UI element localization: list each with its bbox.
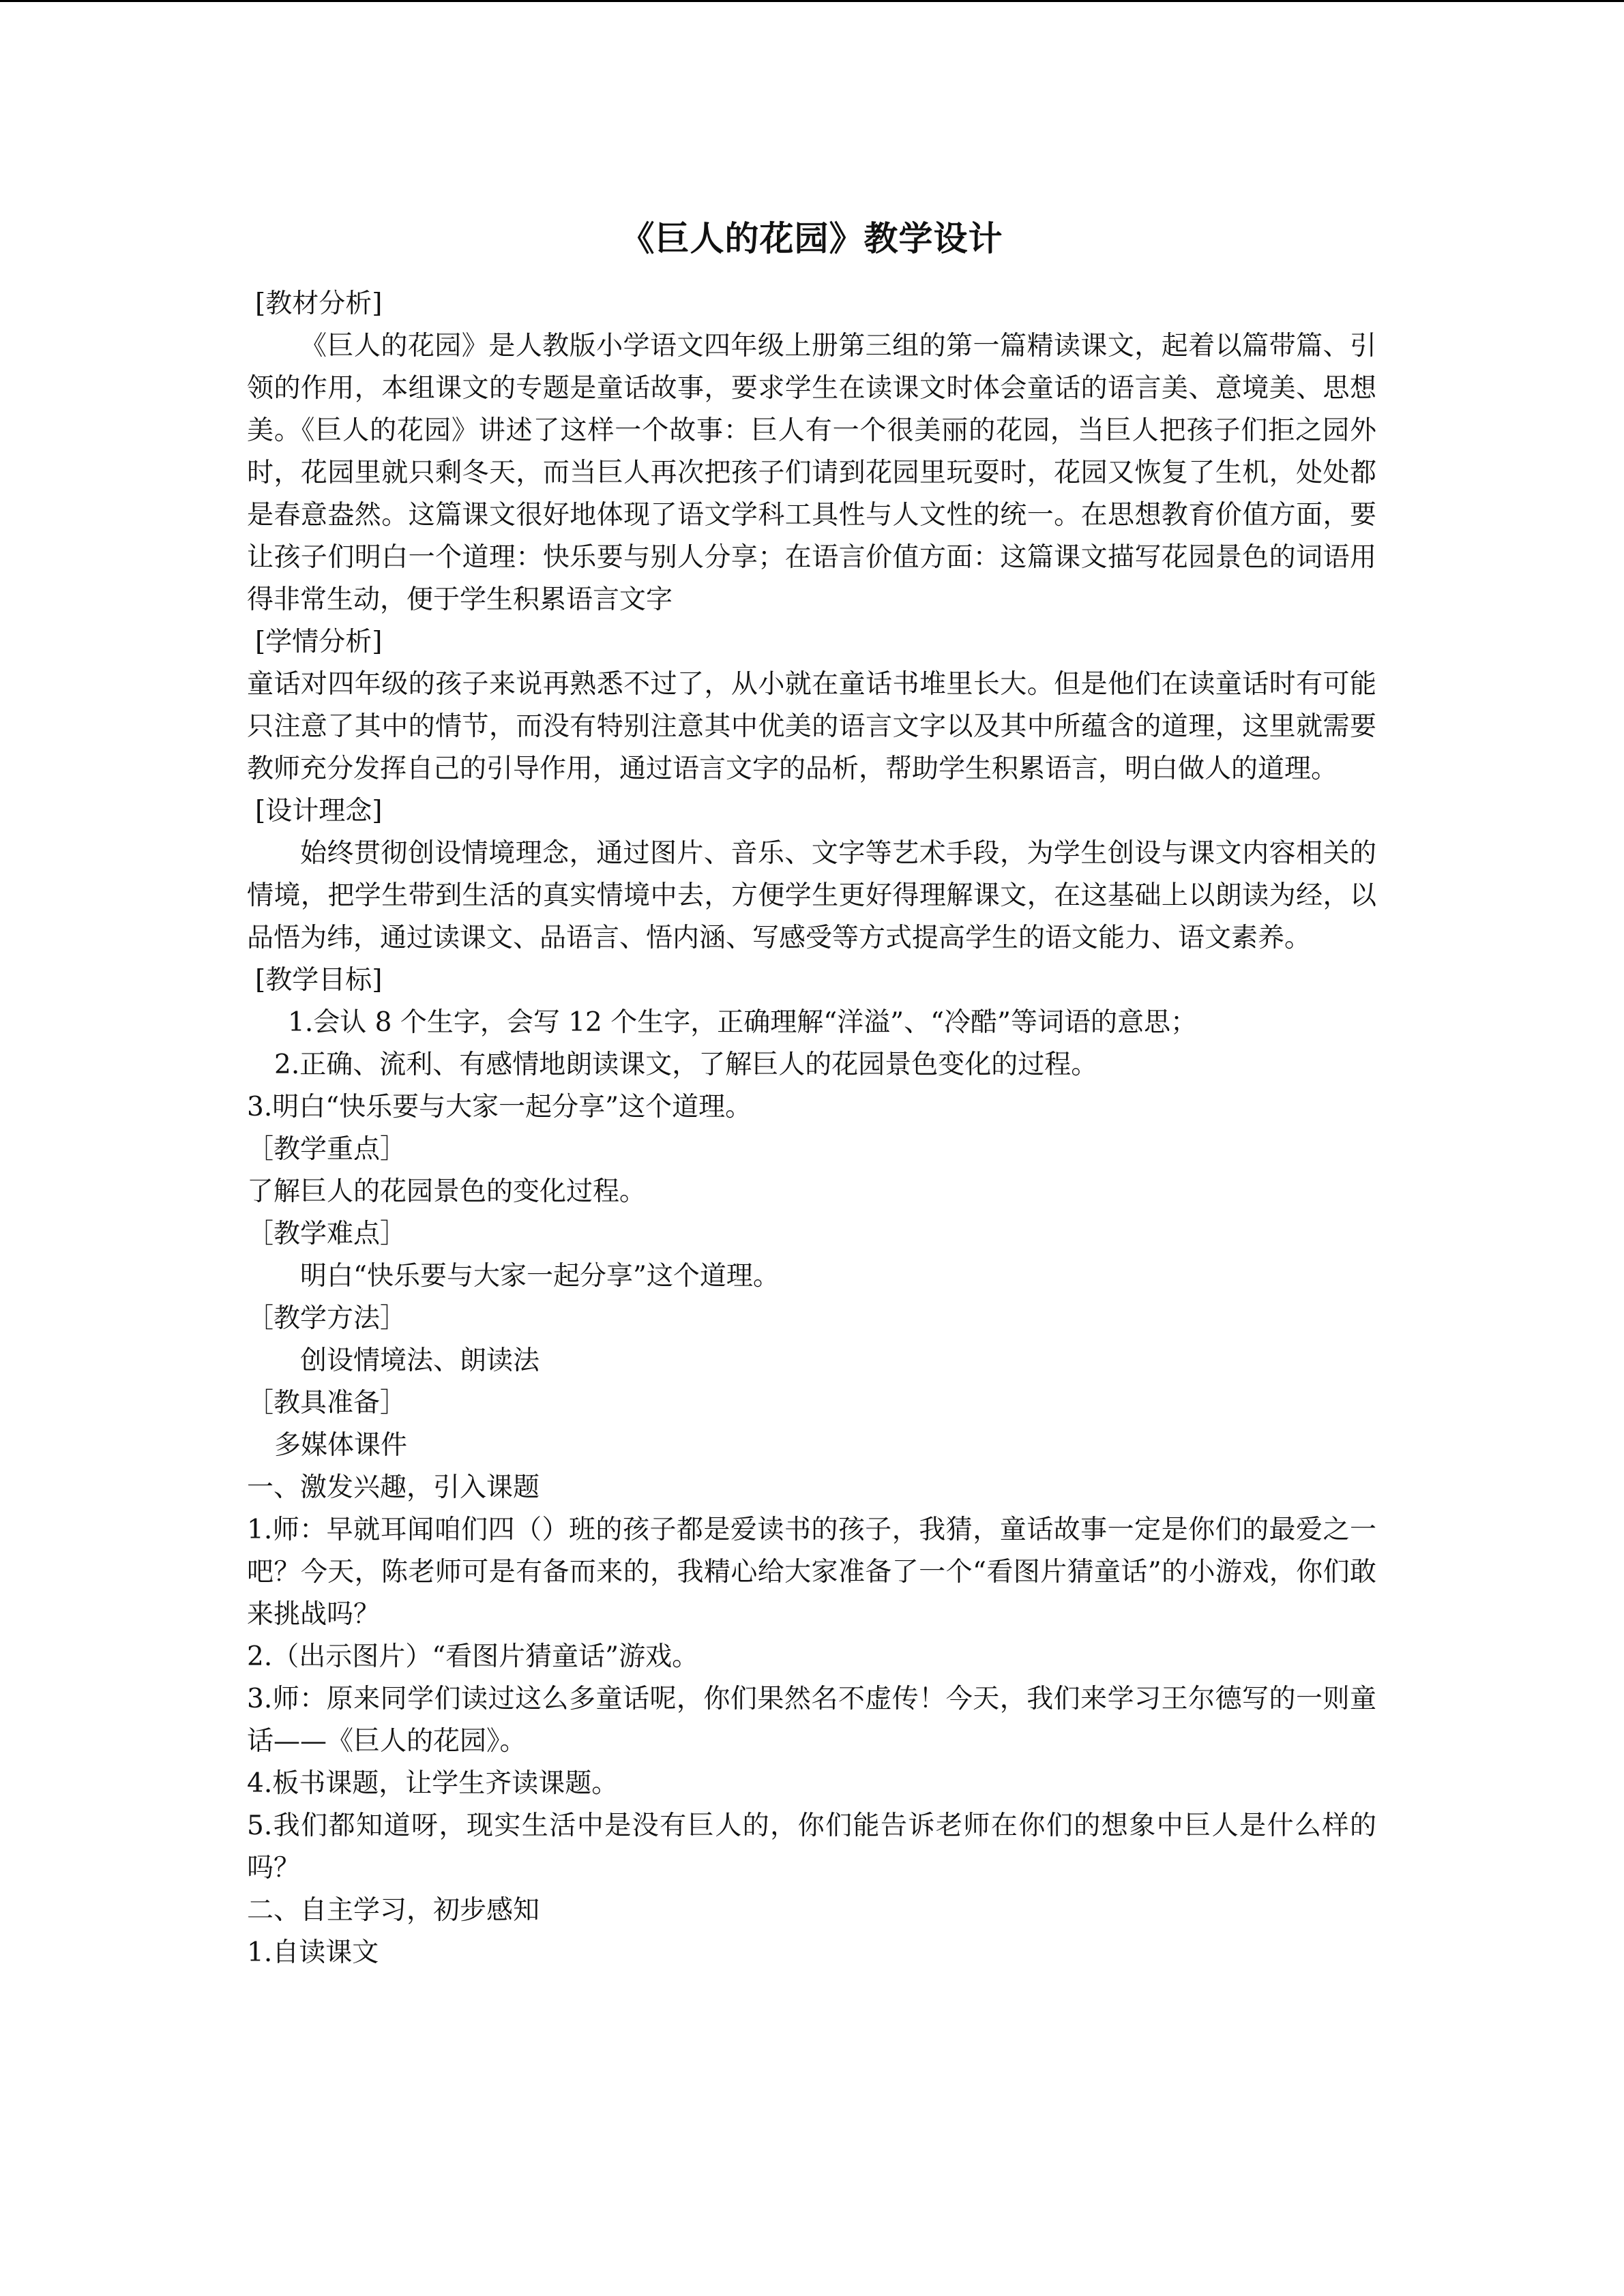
paragraph-tools: 多媒体课件 bbox=[274, 1430, 408, 1461]
process-step-2-1: 1.自读课文 bbox=[247, 1937, 379, 1968]
paragraph-key: 了解巨人的花园景色的变化过程。 bbox=[247, 1176, 647, 1207]
section-heading-key: ［教学重点］ bbox=[247, 1134, 407, 1165]
document-title: 《巨人的花园》教学设计 bbox=[620, 219, 1003, 258]
goal-item-2: 2.正确、流利、有感情地朗读课文，了解巨人的花园景色变化的过程。 bbox=[274, 1049, 1098, 1080]
section-heading-difficulty: ［教学难点］ bbox=[247, 1219, 407, 1249]
goal-item-3: 3.明白“快乐要与大家一起分享”这个道理。 bbox=[247, 1092, 752, 1122]
paragraph-students: 童话对四年级的孩子来说再熟悉不过了，从小就在童话书堆里长大。但是他们在读童话时有可能只注意了其中的情节，而没有特别注意其中优美的语言文字以及其中所蕴含的道理，这里就需要教师充分发挥自己的引导作用，通过语言文字的品析，帮助学生积累语言，明白做人的道理。 bbox=[247, 669, 1376, 784]
section-heading-method: ［教学方法］ bbox=[247, 1303, 407, 1334]
process-step-1-4: 4.板书课题，让学生齐读课题。 bbox=[247, 1768, 619, 1799]
top-border-rule bbox=[0, 0, 1624, 2]
section-heading-tools: ［教具准备］ bbox=[247, 1388, 407, 1418]
paragraph-material: 《巨人的花园》是人教版小学语文四年级上册第三组的第一篇精读课文，起着以篇带篇、引领的作用，本组课文的专题是童话故事，要求学生在读课文时体会童话的语言美、意境美、思想美。《巨人的花园》讲述了这样一个故事：巨人有一个很美丽的花园，当巨人把孩子们拒之园外时，花园里就只剩冬天，而当巨人再次把孩子们请到花园里玩耍时，花园又恢复了生机，处处都是春意盎然。这篇课文很好地体现了语文学科工具性与人文性的统一。在思想教育价值方面，要让孩子们明白一个道理：快乐要与别人分享；在语言价值方面：这篇课文描写花园景色的词语用得非常生动，便于学生积累语言文字 bbox=[247, 331, 1376, 615]
document-page bbox=[247, 208, 1376, 1974]
section-heading-goals: [教学目标] bbox=[255, 965, 383, 996]
process-step-1-3: 3.师：原来同学们读过这么多童话呢，你们果然名不虚传！今天，我们来学习王尔德写的一则童话——《巨人的花园》。 bbox=[247, 1684, 1376, 1757]
section-heading-material: [教材分析] bbox=[255, 288, 383, 319]
paragraph-difficulty: 明白“快乐要与大家一起分享”这个道理。 bbox=[300, 1261, 780, 1292]
process-heading-1: 一、激发兴趣，引入课题 bbox=[247, 1472, 540, 1503]
paragraph-method: 创设情境法、朗读法 bbox=[300, 1345, 540, 1376]
process-step-1-5: 5.我们都知道呀，现实生活中是没有巨人的，你们能告诉老师在你们的想象中巨人是什么样的吗？ bbox=[247, 1810, 1376, 1883]
process-step-1-2: 2.（出示图片）“看图片猜童话”游戏。 bbox=[247, 1641, 699, 1672]
paragraph-concept: 始终贯彻创设情境理念，通过图片、音乐、文字等艺术手段，为学生创设与课文内容相关的情境，把学生带到生活的真实情境中去，方便学生更好得理解课文，在这基础上以朗读为经，以品悟为纬，通过读课文、品语言、悟内涵、写感受等方式提高学生的语文能力、语文素养。 bbox=[247, 838, 1376, 953]
process-heading-2: 二、自主学习，初步感知 bbox=[247, 1895, 540, 1926]
section-heading-students: [学情分析] bbox=[255, 627, 383, 657]
section-heading-concept: [设计理念] bbox=[255, 796, 383, 826]
goal-item-1: 1.会认 8 个生字，会写 12 个生字，正确理解“洋溢”、“冷酷”等词语的意思； bbox=[288, 1007, 1197, 1038]
process-step-1-1: 1.师：早就耳闻咱们四（）班的孩子都是爱读书的孩子，我猜，童话故事一定是你们的最爱之一吧？今天，陈老师可是有备而来的，我精心给大家准备了一个“看图片猜童话”的小游戏，你们敢来挑战吗？ bbox=[247, 1515, 1376, 1630]
